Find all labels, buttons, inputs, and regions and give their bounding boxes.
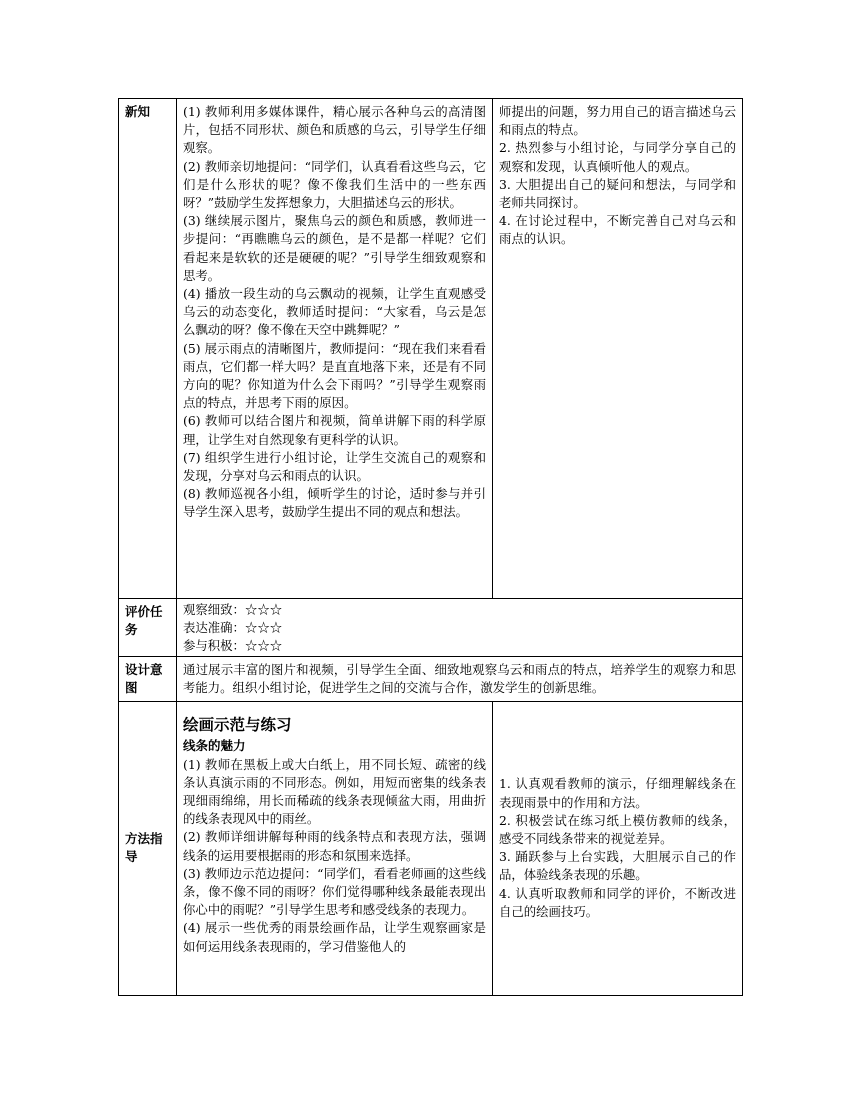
row-new-knowledge: [119, 99, 743, 599]
student-step: 师提出的问题，努力用自己的语言描述乌云和雨点的特点。: [499, 104, 736, 138]
row-method-guidance: [119, 701, 743, 995]
teacher-step: (5) 展示雨点的清晰图片，教师提问：“现在我们来看看雨点，它们都一样大吗？是直直地落下来，还是有不同方向的呢？你知道为什么会下雨吗？”引导学生观察雨点的特点，并思考下雨的原因。: [183, 340, 486, 411]
sub-title: 线条的魅力: [183, 737, 246, 753]
teacher-step: (2) 教师亲切地提问：“同学们，认真看看这些乌云，它们是什么形状的呢？像不像我们生活中的一些东西呀？”鼓励学生发挥想象力，大胆描述乌云的形状。: [183, 158, 486, 211]
section-title: 绘画示范与练习: [183, 715, 292, 734]
lesson-plan-table: [118, 98, 743, 996]
teacher-step: (7) 组织学生进行小组讨论，让学生交流自己的观察和发现，分享对乌云和雨点的认识。: [183, 449, 486, 484]
teacher-step: (2) 教师详细讲解每种雨的线条特点和表现方法，强调线条的运用要根据雨的形态和氛围来选择。: [183, 829, 486, 863]
student-activity-cell: [493, 99, 743, 599]
student-step: 3. 大胆提出自己的疑问和想法，与同学和老师共同探讨。: [499, 176, 736, 211]
row-label: 方法指导: [119, 701, 177, 995]
student-step: 3. 踊跃参与上台实践，大胆展示自己的作品，体验线条表现的乐趣。: [499, 849, 736, 883]
teacher-step: (3) 继续展示图片，聚焦乌云的颜色和质感，教师进一步提问：“再瞧瞧乌云的颜色，是不是都一样呢？它们看起来是软软的还是硬硬的呢？”引导学生细致观察和思考。: [183, 213, 486, 283]
teacher-step: (4) 展示一些优秀的雨景绘画作品，让学生观察画家是如何运用线条表现雨的，学习借鉴他人的: [183, 920, 486, 954]
teacher-step: (8) 教师巡视各小组，倾听学生的讨论，适时参与并引导学生深入思考，鼓励学生提出不同的观点和想法。: [183, 486, 486, 520]
teacher-activity-cell: [177, 99, 493, 599]
row-label: 设计意图: [119, 656, 177, 701]
student-step: 2. 积极尝试在练习纸上模仿教师的线条，感受不同线条带来的视觉差异。: [499, 812, 736, 846]
teacher-step: (4) 播放一段生动的乌云飘动的视频，让学生直观感受乌云的动态变化，教师适时提问：“大家看，乌云是怎么飘动的呀？像不像在天空中跳舞呢？”: [183, 286, 486, 338]
teacher-step: (6) 教师可以结合图片和视频，简单讲解下雨的科学原理，让学生对自然现象有更科学的认识。: [183, 413, 486, 447]
method-teacher-cell: [177, 701, 493, 995]
teacher-step: (3) 教师边示范边提问：“同学们，看看老师画的这些线条，像不像不同的雨呀？你们觉得哪种线条最能表现出你心中的雨呢？”引导学生思考和感受线条的表现力。: [183, 865, 486, 918]
evaluation-item: 观察细致：☆☆☆: [183, 602, 283, 617]
student-step: 4. 认真听取教师和同学的评价，不断改进自己的绘画技巧。: [499, 885, 736, 919]
method-student-cell: [493, 701, 743, 995]
design-intent-cell: [177, 656, 743, 701]
lesson-plan-page: [118, 98, 742, 996]
evaluation-item: 表达准确：☆☆☆: [183, 620, 283, 636]
design-intent-text: 通过展示丰富的图片和视频，引导学生全面、细致地观察乌云和雨点的特点，培养学生的观察力和思考能力。组织小组讨论，促进学生之间的交流与合作，激发学生的创新思维。: [183, 661, 736, 695]
row-evaluation: [119, 599, 743, 657]
teacher-step: (1) 教师利用多媒体课件，精心展示各种乌云的高清图片，包括不同形状、颜色和质感的乌云，引导学生仔细观察。: [183, 104, 486, 156]
evaluation-cell: [177, 599, 743, 657]
student-step: 4. 在讨论过程中，不断完善自己对乌云和雨点的认识。: [499, 213, 736, 247]
student-step: 2. 热烈参与小组讨论，与同学分享自己的观察和发现，认真倾听他人的观点。: [499, 140, 736, 174]
row-design-intent: [119, 656, 743, 701]
row-label: 新知: [119, 99, 177, 599]
teacher-step: (1) 教师在黑板上或大白纸上，用不同长短、疏密的线条认真演示雨的不同形态。例如，用短而密集的线条表现细雨绵绵，用长而稀疏的线条表现倾盆大雨，用曲折的线条表现风中的雨丝。: [183, 756, 486, 827]
student-step: 1. 认真观看教师的演示，仔细理解线条在表现雨景中的作用和方法。: [499, 776, 736, 810]
row-label: 评价任务: [119, 599, 177, 657]
evaluation-item: 参与积极：☆☆☆: [183, 638, 283, 654]
